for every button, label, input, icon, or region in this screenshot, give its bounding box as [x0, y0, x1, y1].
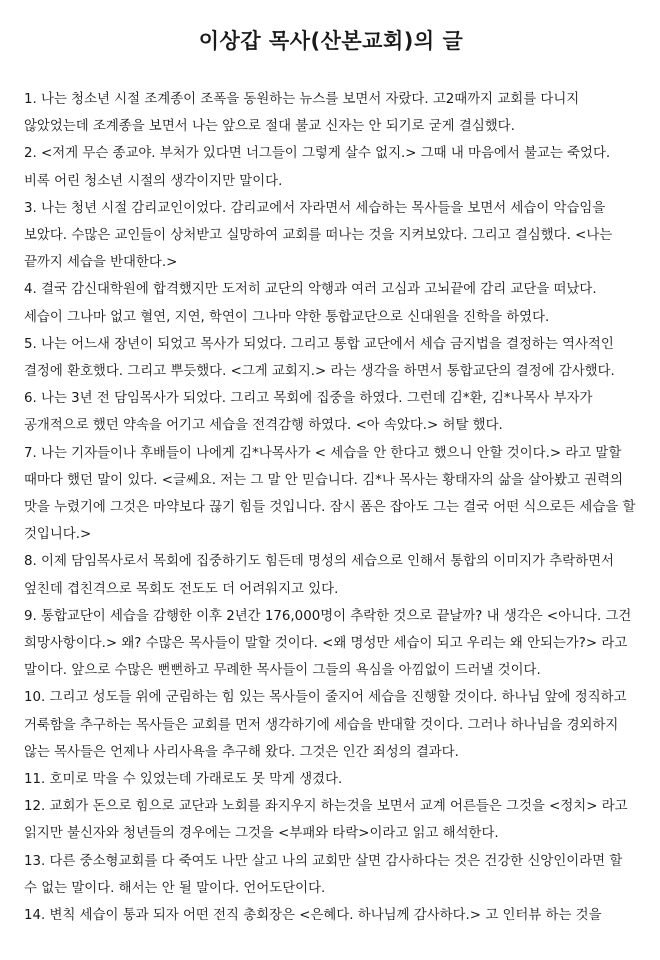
paragraph-3: 3. 나는 청년 시절 감리교인이었다. 감리교에서 자라면서 세습하는 목사들을 보면서 세습이 악습임을 보았다. 수많은 교인들이 상처받고 실망하여 교회를 떠나는 것을 지켜보았다. 그리고 결심했다. <나는 끝까지 세습을 반대한다.>: [24, 200, 613, 271]
paragraph-7: 7. 나는 기자들이나 후배들이 나에게 김*나목사가 < 세습을 안 한다고 했으니 안할 것이다.> 라고 말할 때마다 했던 말이 있다. <글쎄요. 저는 그 말 안 믿습니다. 김*나 목사는 황태자의 삶을 살아봤고 권력의 맛을 누렸기에 그것은 마약보다 끊기 힘들 것입니다. 잠시 폼은 잡아도 그는 결국 어떤 식으로든 세습을 할 것입니다.>: [24, 445, 636, 543]
paragraph-12: 12. 교회가 돈으로 힘으로 교단과 노회를 좌지우지 하는것을 보면서 교계 어른들은 그것을 <정치> 라고 읽지만 불신자와 청년들의 경우에는 그것을 <부패와 타락>이라고 읽고 해석한다.: [24, 799, 628, 842]
paragraph-4: 4. 결국 감신대학원에 합격했지만 도저히 교단의 악행과 여러 고심과 고뇌끝에 감리 교단을 떠났다. 세습이 그나마 없고 혈연, 지연, 학연이 그나마 약한 통합교단으로 신대원을 진학을 하였다.: [24, 282, 597, 325]
paragraph-13: 13. 다른 중소형교회를 다 죽여도 나만 살고 나의 교회만 살면 감사하다는 것은 건강한 신앙인이라면 할 수 없는 말이다. 해서는 안 될 말이다. 언어도단이다.: [24, 853, 623, 896]
paragraph-10: 10. 그리고 성도들 위에 군림하는 힘 있는 목사들이 줄지어 세습을 진행할 것이다. 하나님 앞에 정직하고 거룩함을 추구하는 목사들은 교회를 먼저 생각하기에 세습을 반대할 것이다. 그러나 하나님을 경외하지 않는 목사들은 언제나 사리사욕을 추구해 왔다. 그것은 인간 죄성의 결과다.: [24, 690, 627, 760]
paragraph-1: 1. 나는 청소년 시절 조계종이 조폭을 동원하는 뉴스를 보면서 자랐다. 고2때까지 교회를 다니지 않았었는데 조계종을 보면서 나는 앞으로 절대 불교 신자는 안 되기로 굳게 결심했다.: [24, 92, 580, 135]
paragraph-11: 11. 호미로 막을 수 있었는데 가래로도 못 막게 생겼다.: [24, 772, 343, 788]
document-body: [24, 86, 638, 929]
paragraph-5: 5. 나는 어느새 장년이 되었고 목사가 되었다. 그리고 통합 교단에서 세습 금지법을 결정하는 역사적인 결정에 환호했다. 그리고 뿌듯했다. <그게 교회지.> 라는 생각을 하면서 통합교단의 결정에 감사했다.: [24, 336, 615, 380]
page-title: 이상갑 목사(산본교회)의 글: [198, 29, 464, 53]
paragraph-6: 6. 나는 3년 전 담임목사가 되었다. 그리고 목회에 집중을 하였다. 그런데 김*환, 김*나목사 부자가 공개적으로 했던 약속을 어기고 세습을 전격감행 하였다. <아 속았다.> 허탈 했다.: [24, 391, 593, 434]
paragraph-8: 8. 이제 담임목사로서 목회에 집중하기도 힘든데 명성의 세습으로 인해서 통합의 이미지가 추락하면서 엎친데 겹친격으로 목회도 전도도 더 어려워지고 있다.: [24, 554, 614, 597]
paragraph-2: 2. <저게 무슨 종교야. 부처가 있다면 너그들이 그렇게 살수 없지.> 그때 내 마음에서 불교는 죽었다. 비록 어린 청소년 시절의 생각이지만 말이다.: [24, 146, 611, 189]
paragraph-14: 14. 변칙 세습이 통과 되자 어떤 전직 총회장은 <은혜다. 하나님께 감사하다.> 고 인터뷰 하는 것을: [24, 908, 602, 924]
paragraph-9: 9. 통합교단이 세습을 감행한 이후 2년간 176,000명이 추락한 것으로 끝날까? 내 생각은 <아니다. 그건 희망사항이다.> 왜? 수많은 목사들이 말할 것이다. <왜 명성만 세습이 되고 우리는 왜 안되는가?> 라고 말이다. 앞으로 수많은 뻔뻔하고 무례한 목사들이 그들의 욕심을 아낌없이 드러낼 것이다.: [24, 608, 632, 679]
title-spacer: [24, 58, 638, 86]
